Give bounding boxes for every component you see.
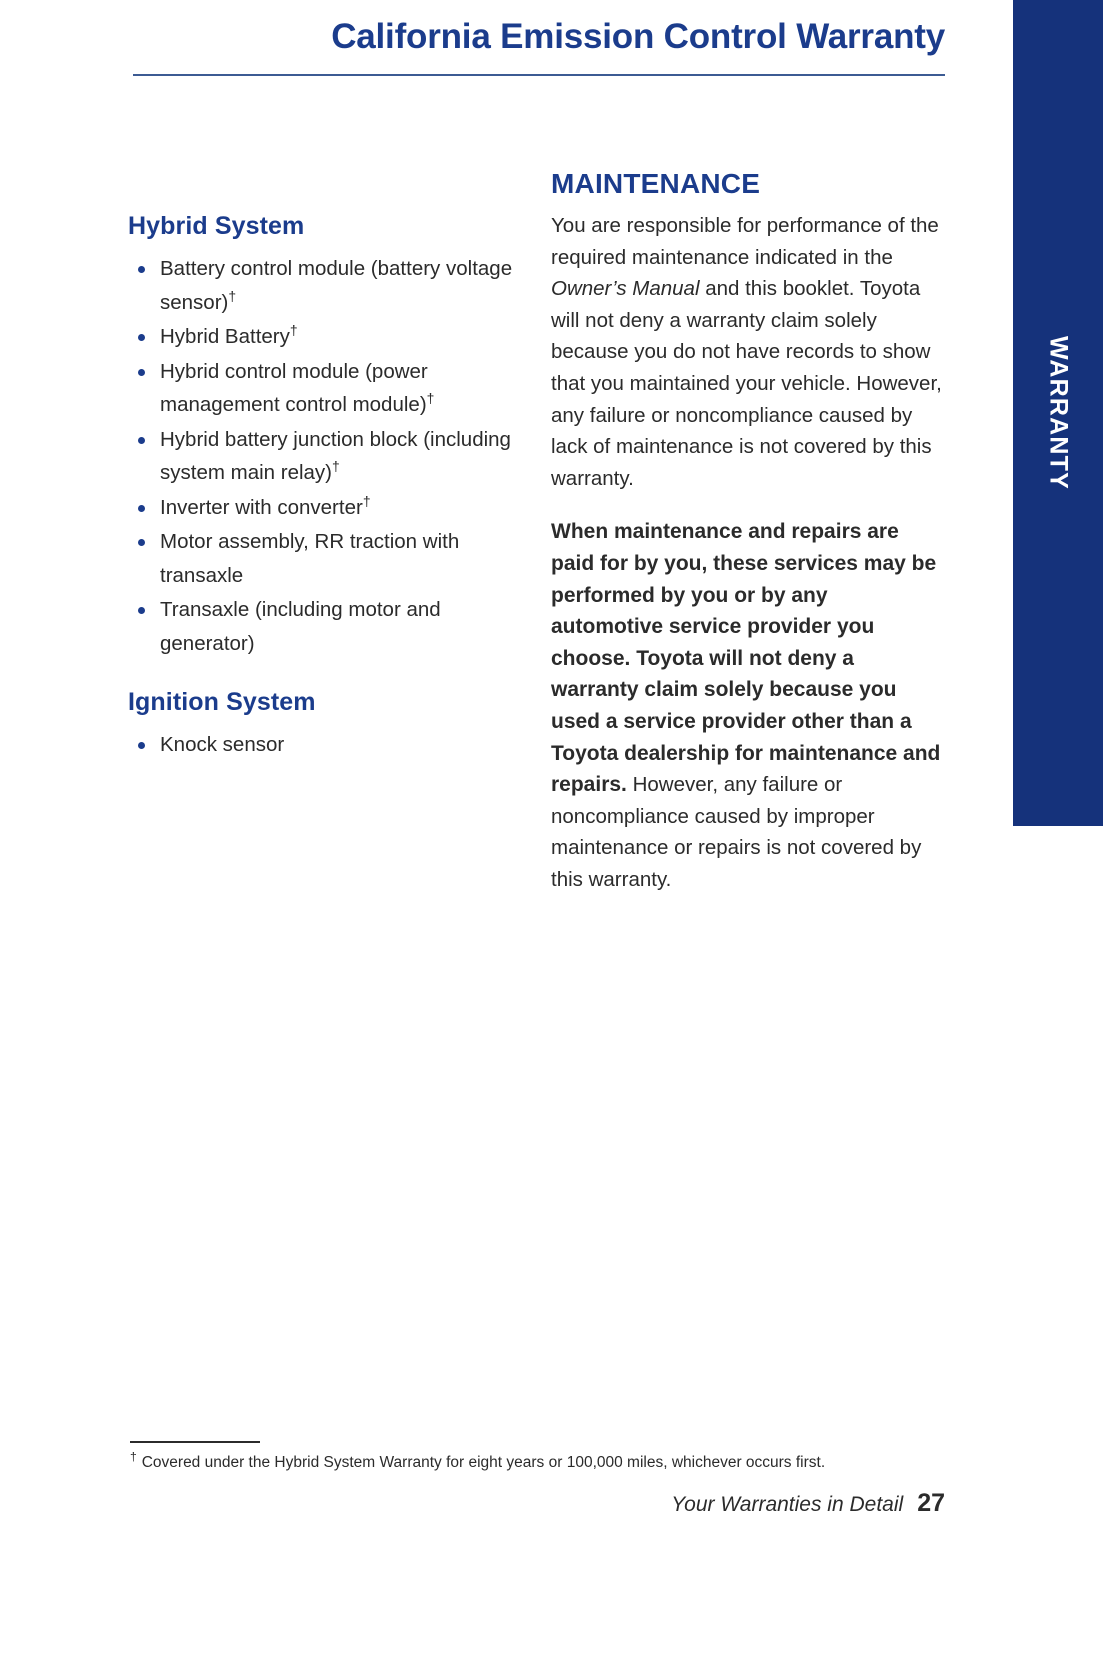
page-footer <box>133 1489 945 1518</box>
list-item-text: Inverter with converter <box>160 495 363 519</box>
page-number: 27 <box>917 1489 945 1517</box>
list-item <box>128 355 523 422</box>
list-item-text: Knock sensor <box>160 733 285 756</box>
page-title: California Emission Control Warranty <box>331 17 945 56</box>
list-item <box>128 593 523 660</box>
paragraph-1-part-1: You are responsible for performance of the required maintenance indicated in the <box>551 214 939 269</box>
hybrid-system-list <box>128 252 523 660</box>
header-rule <box>133 74 945 76</box>
section-heading-maintenance: MAINTENANCE <box>551 168 761 199</box>
dagger-icon: † <box>332 458 340 475</box>
list-item-text: Motor assembly, RR traction with transaxle <box>160 530 460 587</box>
section-heading-ignition-system: Ignition System <box>128 688 316 716</box>
paragraph-2-bold-lead: When maintenance and repairs are paid for by you, these services may be performed by you or by any automotive service provider you choose. Toyota will not deny a warranty claim solely because you used a service provider other than a Toyota dealership for maintenance and repairs. <box>551 520 941 797</box>
footnote-rule <box>130 1441 260 1443</box>
paragraph-2-regular-tail: However, any failure or noncompliance caused by improper maintenance or repairs is not covered by this warranty. <box>551 773 922 891</box>
footer-section-title: Your Warranties in Detail <box>671 1493 904 1516</box>
footnote-text: Covered under the Hybrid System Warranty for eight years or 100,000 miles, whichever occurs first. <box>141 1454 826 1471</box>
list-item-text: Battery control module (battery voltage sensor) <box>160 257 513 314</box>
list-item <box>128 491 523 525</box>
list-item <box>128 525 523 592</box>
list-item <box>128 728 523 762</box>
section-heading-hybrid-system: Hybrid System <box>128 212 305 240</box>
footnote <box>130 1449 950 1474</box>
dagger-icon: † <box>289 322 298 339</box>
list-item <box>128 320 523 354</box>
owners-manual-title: Owner’s Manual <box>551 277 700 301</box>
maintenance-paragraph-1 <box>551 210 943 494</box>
dagger-icon: † <box>228 287 237 304</box>
paragraph-1-part-2: and this booklet. Toyota will not deny a warranty claim solely because you do not have records to show that you maintained your vehicle. However, any failure or noncompliance caused by lack of maintenance is not covered by this warranty. <box>551 277 942 490</box>
footnote-marker-icon: † <box>130 1449 137 1464</box>
list-item-text: Transaxle (including motor and generator) <box>160 598 441 655</box>
ignition-system-list <box>128 728 523 762</box>
list-item <box>128 252 523 319</box>
left-column <box>128 212 523 763</box>
list-item <box>128 423 523 490</box>
list-item-text: Hybrid Battery <box>160 325 290 348</box>
right-column <box>551 168 943 895</box>
list-item-text: Hybrid battery junction block (including system main relay) <box>160 427 511 484</box>
side-tab-warranty <box>1013 0 1103 826</box>
dagger-icon: † <box>362 492 371 509</box>
maintenance-paragraph-2 <box>551 516 943 895</box>
dagger-icon: † <box>426 390 435 407</box>
list-item-text: Hybrid control module (power management control module) <box>160 359 428 416</box>
side-tab-label: WARRANTY <box>1044 335 1073 491</box>
